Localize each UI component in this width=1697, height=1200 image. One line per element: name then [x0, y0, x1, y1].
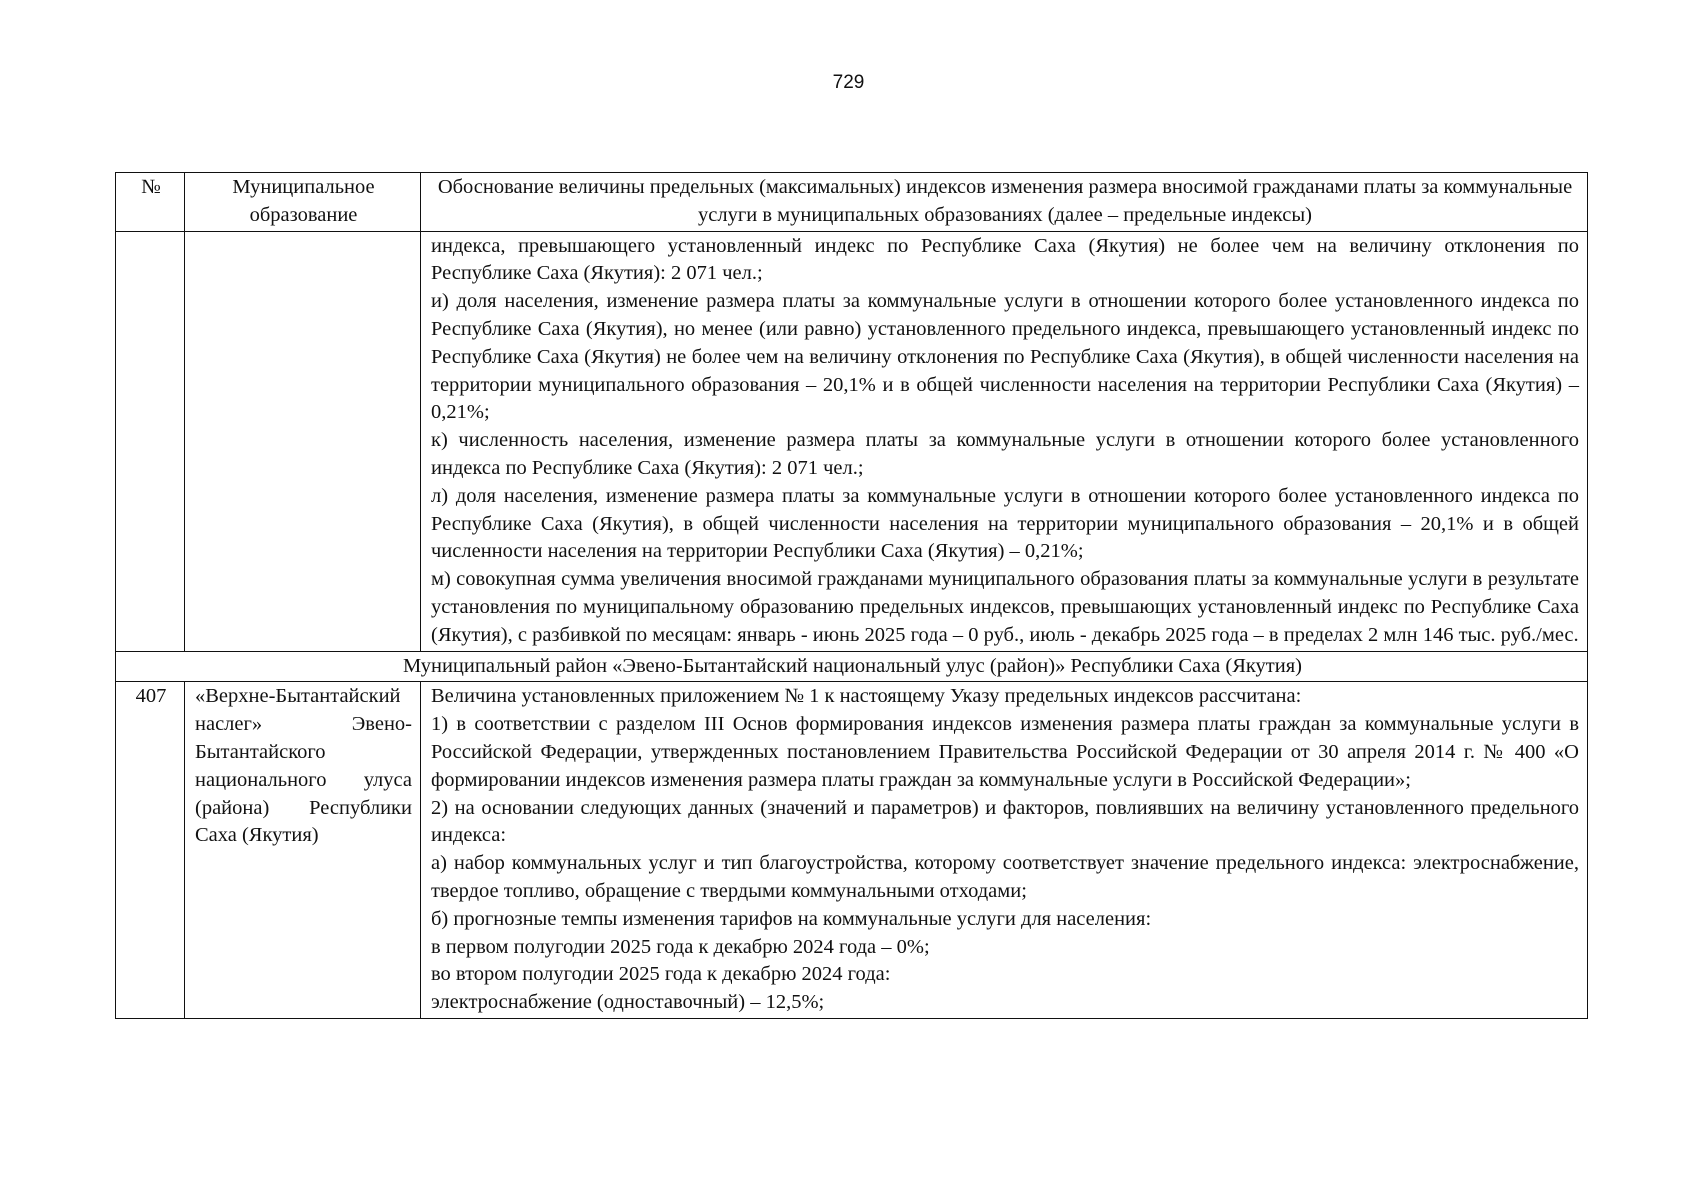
cell-number — [116, 231, 185, 651]
justification-paragraph: в первом полугодии 2025 года к декабрю 2024 года – 0%; — [431, 935, 930, 958]
justification-paragraph: л) доля населения, изменение размера платы за коммунальные услуги в отношении которого более установленного индекса по Республике Саха (Якутия), в общей численности населения на территории муниципального образования – 20,1% и в общей численности населения на территории Республики Саха (Якутия) – 0,21%; — [431, 484, 1579, 563]
cell-justification — [421, 231, 1588, 651]
justification-paragraph: а) набор коммунальных услуг и тип благоустройства, которому соответствует значение предельного индекса: электроснабжение, твердое топливо, обращение с твердыми коммунальными отходами; — [431, 852, 1579, 902]
header-row — [116, 173, 1588, 232]
justification-paragraph: индекса, превышающего установленный индекс по Республике Саха (Якутия) не более чем на величину отклонения по Республике Саха (Якутия): 2 071 чел.; — [431, 234, 1579, 285]
table-body — [116, 231, 1588, 1018]
header-justification: Обоснование величины предельных (максимальных) индексов изменения размера вносимой гражданами платы за коммунальные услуги в муниципальных образованиях (далее – предельные индексы) — [421, 173, 1588, 232]
cell-number: 407 — [116, 682, 185, 1019]
justification-paragraph: электроснабжение (одноставочный) – 12,5%; — [431, 991, 825, 1014]
justification-paragraph: Величина установленных приложением № 1 к настоящему Указу предельных индексов рассчитана: — [431, 685, 1302, 708]
justification-paragraph: и) доля населения, изменение размера платы за коммунальные услуги в отношении которого более установленного индекса по Республике Саха (Якутия), но менее (или равно) установленного предельного индекса, превышающего установленный индекс по Республике Саха (Якутия) не более чем на величину отклонения по Республике Саха (Якутия), в общей численности населения на территории муниципального образования – 20,1% и в общей численности населения на территории Республики Саха (Якутия) – 0,21%; — [431, 290, 1579, 424]
cell-municipality — [185, 231, 421, 651]
table-header — [116, 173, 1588, 232]
header-municipality: Муниципальное образование — [185, 173, 421, 232]
justification-table — [115, 172, 1588, 1019]
header-number: № — [116, 173, 185, 232]
cell-justification — [421, 682, 1588, 1019]
justification-paragraph: к) численность населения, изменение размера платы за коммунальные услуги в отношении которого более установленного индекса по Республике Саха (Якутия): 2 071 чел.; — [431, 429, 1579, 479]
table-row-continuation — [116, 231, 1588, 651]
justification-paragraph: во втором полугодии 2025 года к декабрю 2024 года: — [431, 963, 891, 986]
justification-paragraph: 1) в соответствии с разделом III Основ формирования индексов изменения размера платы граждан за коммунальные услуги в Российской Федерации, утвержденных постановлением Правительства Российской Федерации от 30 апреля 2014 г. № 400 «О формировании индексов изменения размера платы граждан за коммунальные услуги в Российской Федерации»; — [431, 713, 1579, 791]
section-title: Муниципальный район «Эвено-Бытантайский национальный улус (район)» Республики Саха (Якутия) — [116, 651, 1588, 682]
justification-paragraph: 2) на основании следующих данных (значений и параметров) и факторов, повлиявших на величину установленного предельного индекса: — [431, 796, 1579, 847]
table-row-407 — [116, 682, 1588, 1019]
section-row — [116, 651, 1588, 682]
justification-paragraph: б) прогнозные темпы изменения тарифов на коммунальные услуги для населения: — [431, 907, 1152, 930]
page-number: 729 — [832, 72, 865, 93]
justification-paragraph: м) совокупная сумма увеличения вносимой гражданами муниципального образования платы за коммунальные услуги в результате установления по муниципальному образованию предельных индексов, превышающих установленный индекс по Республике Саха (Якутия), с разбивкой по месяцам: январь - июнь 2025 года – 0 руб., июль - декабрь 2025 года – в пределах 2 млн 146 тыс. руб./мес. — [431, 568, 1579, 646]
cell-municipality: «Верхне-Бытантайский наслег» Эвено-Бытантайского национального улуса (района) Республики Саха (Якутия) — [185, 682, 421, 1019]
